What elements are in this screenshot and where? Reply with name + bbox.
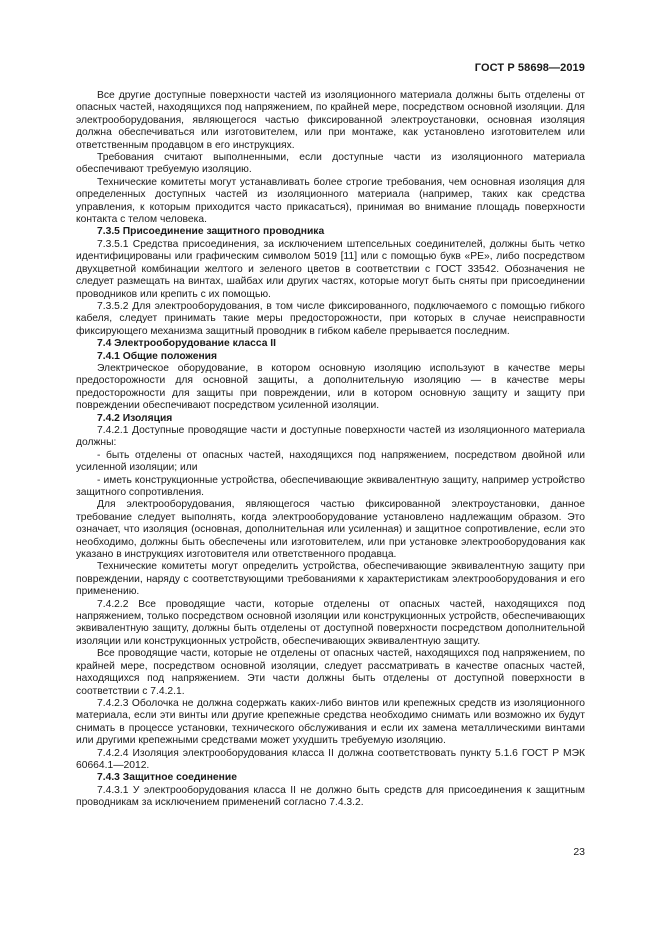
paragraph: Все другие доступные поверхности частей из изоляционного материала должны быть отделены от опасных частей, находящихся под напряжением, по крайней мере, посредством основной изоляции. Для электрооборудования, являющегося частью фиксированной электроустановки, основная изоляция должна обеспечиваться или изготовителем, или при монтаже, как установлено изготовителем или ответственным продавцом в его инструкциях. (76, 90, 585, 151)
document-body (76, 90, 585, 810)
paragraph: Для электрооборудования, являющегося частью фиксированной электроустановки, данное требование следует выполнять, когда электрооборудование установлено надлежащим образом. Это означает, что изоляция (основная, дополнительная или усиленная) и защитное сопротивление, если это необходимо, должны быть обеспечены или изготовителем, или при установке электрооборудования как указано в инструкциях изготовителя или ответственного продавца. (76, 499, 585, 561)
paragraph: 7.4.2.2 Все проводящие части, которые отделены от опасных частей, находящихся под напряжением, только посредством основной изоляции или конструкционных устройств, обеспечивающих эквивалентную защиту, должны быть отделены от доступной поверхности посредством дополнительной изоляции или конструкционных устройств, обеспечивающих эквивалентную защиту. (76, 598, 585, 647)
section-heading: 7.4.3 Защитное соединение (97, 772, 237, 784)
page-number: 23 (573, 846, 585, 858)
list-item: - иметь конструкционные устройства, обеспечивающие эквивалентную защиту, например устройство защитного сопротивления. (76, 474, 585, 498)
section-heading: 7.3.5 Присоединение защитного проводника (97, 226, 325, 238)
paragraph: 7.3.5.1 Средства присоединения, за исключением штепсельных соединителей, должны быть четко идентифицированы или графическим символом 5019 [11] или с помощью букв «PE», либо посредством двухцветной комбинации желтого и зеленого цветов в соответствии с ГОСТ 33542. Обозначения не следует размещать на винтах, шайбах или других частях, которые могут быть сняты при присоединении проводников или крепить с их помощью. (76, 238, 585, 300)
paragraph: 7.4.2.3 Оболочка не должна содержать каких-либо винтов или крепежных средств из изоляционного материала, если эти винты или другие крепежные средства необходимо снимать или возможно их будут снимать в процессе установки, технического обслуживания и если их замена металлическими винтами или другими крепежными средствами может ухудшить требуемую изоляцию. (76, 697, 585, 747)
paragraph: Электрическое оборудование, в котором основную изоляцию используют в качестве меры предосторожности для основной защиты, а дополнительную изоляцию — в качестве меры предосторожности для защиты при повреждении, или в котором основную защиту и защиту при повреждении обеспечивают посредством усиленной изоляции. (76, 362, 585, 412)
paragraph: Все проводящие части, которые не отделены от опасных частей, находящихся под напряжением, по крайней мере, посредством основной изоляции, следует рассматривать в качестве опасных частей, находящихся под напряжением. Эти части должны быть отделены от доступной поверхности в соответствии с 7.4.2.1. (76, 648, 585, 697)
paragraph: 7.4.2.1 Доступные проводящие части и доступные поверхности частей из изоляционного материала должны: (76, 424, 585, 449)
section-heading: 7.4.1 Общие положения (97, 350, 217, 362)
paragraph: 7.3.5.2 Для электрооборудования, в том числе фиксированного, подключаемого с помощью гибкого кабеля, следует принимать такие меры предосторожности, при которых в случае неисправности фиксирующего механизма защитный проводник в гибком кабеле прерывается последним. (76, 300, 585, 337)
paragraph: 7.4.3.1 У электрооборудования класса II не должно быть средств для присоединения к защитным проводникам за исключением применений согласно 7.4.3.2. (76, 784, 585, 809)
section-heading: 7.4 Электрооборудование класса II (97, 338, 277, 350)
section-heading: 7.4.2 Изоляция (97, 412, 173, 424)
paragraph: 7.4.2.4 Изоляция электрооборудования класса II должна соответствовать пункту 5.1.6 ГОСТ Р МЭК 60664.1—2012. (76, 747, 585, 771)
paragraph: Технические комитеты могут устанавливать более строгие требования, чем основная изоляция для определенных доступных частей из изоляционного материала (например, таких как средства управления, к которым приходится часто прикасаться), принимая во внимание площадь поверхности контакта с телом человека. (76, 176, 585, 226)
paragraph: Требования считают выполненными, если доступные части из изоляционного материала обеспечивают требуемую изоляцию. (76, 152, 585, 176)
paragraph: Технические комитеты могут определить устройства, обеспечивающие эквивалентную защиту при повреждении, наряду с соответствующими требованиями к характеристикам электрооборудования и его применению. (76, 561, 585, 598)
document-number-header: ГОСТ Р 58698—2019 (474, 62, 585, 74)
list-item: - быть отделены от опасных частей, находящихся под напряжением, посредством двойной или усиленной изоляции; или (76, 449, 585, 474)
